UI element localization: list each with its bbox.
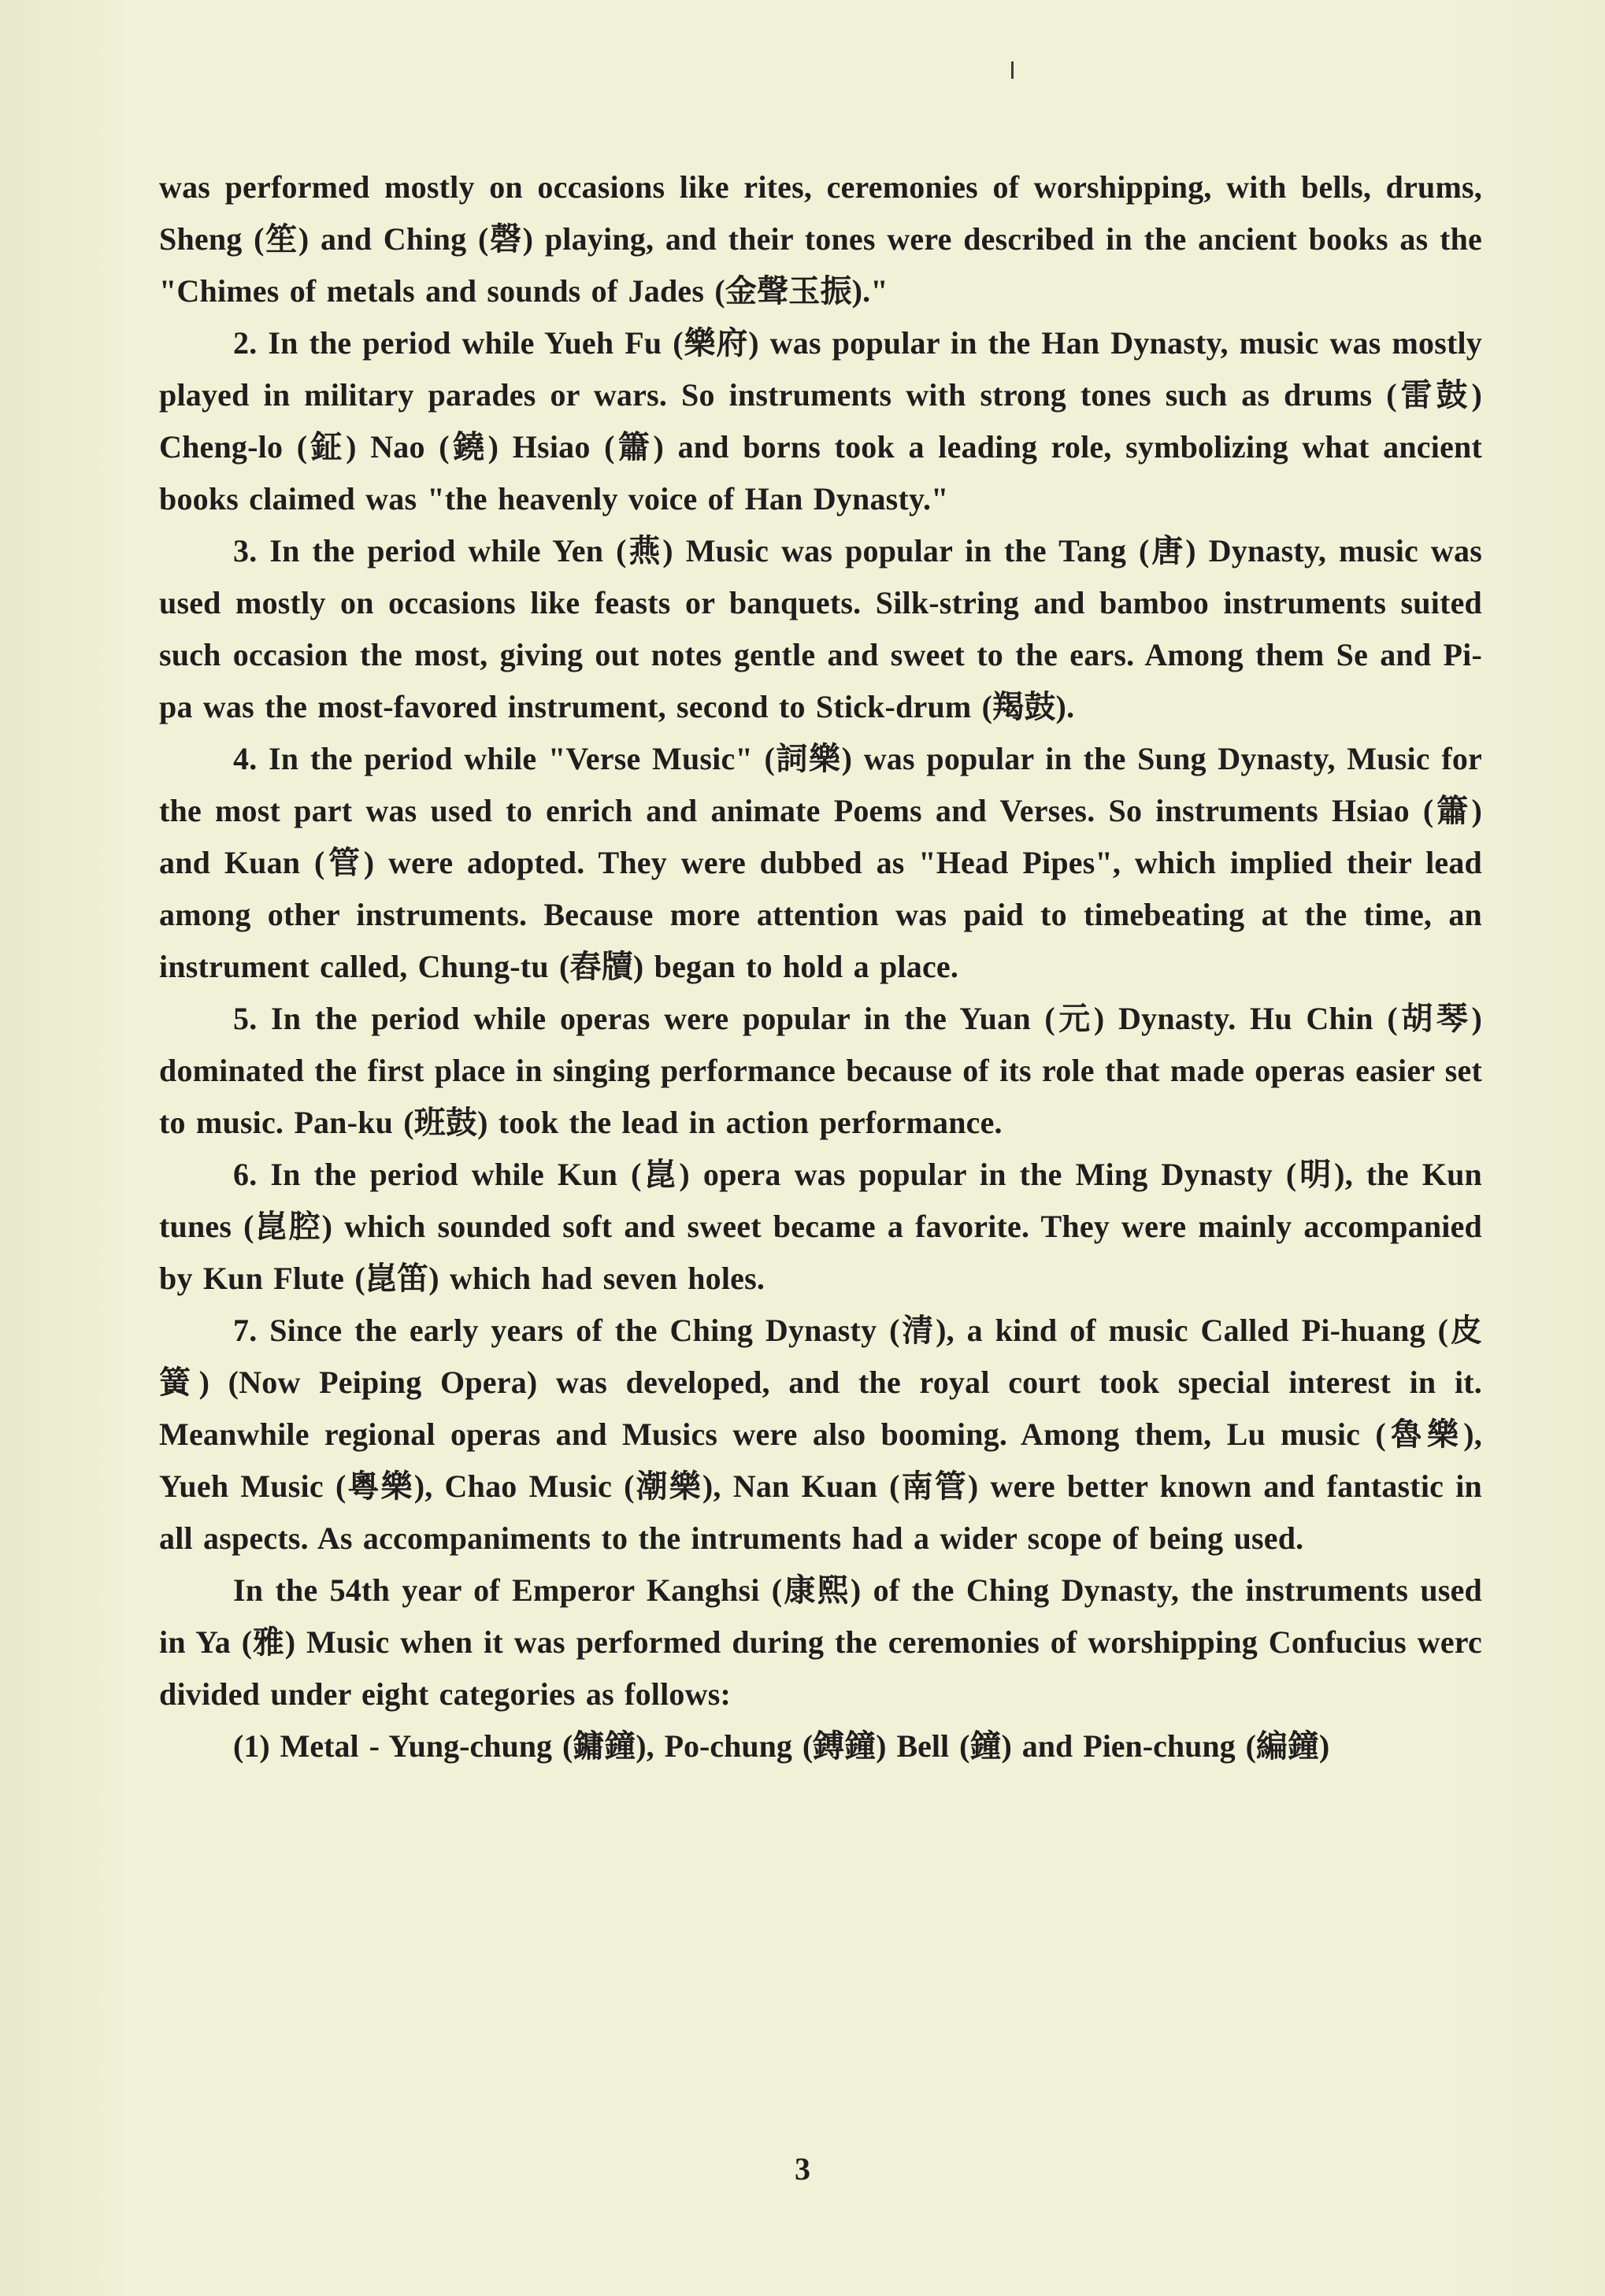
scan-mark <box>1011 61 1014 79</box>
paragraph-continuation: was performed mostly on occasions like rites, ceremonies of worshipping, with bells, drums, Sheng (笙) and Ching (磬) playing, and their tones were described in the ancient books as the "Chimes of metals and sounds of Jades (金聲玉振)." <box>159 169 1482 309</box>
paragraph-han-dynasty: 2. In the period while Yueh Fu (樂府) was popular in the Han Dynasty, music was mostly played in military parades or wars. So instruments with strong tones such as drums (雷鼓) Cheng-lo (鉦) Nao (鐃) Hsiao (簫) and borns took a leading role, symbolizing what ancient books claimed was "the heavenly voice of Han Dynasty." <box>159 325 1482 517</box>
body-text <box>159 161 1482 1772</box>
paragraph-ming-dynasty: 6. In the period while Kun (崑) opera was popular in the Ming Dynasty (明), the Kun tunes (崑腔) which sounded soft and sweet became a favorite. They were mainly accompanied by Kun Flute (崑笛) which had seven holes. <box>159 1157 1482 1296</box>
paragraph-yuan-dynasty: 5. In the period while operas were popular in the Yuan (元) Dynasty. Hu Chin (胡琴) dominated the first place in singing performance because of its role that made operas easier set to music. Pan-ku (班鼓) took the lead in action performance. <box>159 1001 1482 1140</box>
list-item-metal: (1) Metal - Yung-chung (鏞鐘), Po-chung (鎛鐘) Bell (鐘) and Pien-chung (編鐘) <box>233 1728 1330 1764</box>
page-number: 3 <box>795 2151 810 2187</box>
paragraph-sung-dynasty: 4. In the period while "Verse Music" (詞樂) was popular in the Sung Dynasty, Music for the most part was used to enrich and animate Poems and Verses. So instruments Hsiao (簫) and Kuan (管) were adopted. They were dubbed as "Head Pipes", which implied their lead among other instruments. Because more attention was paid to timebeating at the time, an instrument called, Chung-tu (舂牘) began to hold a place. <box>159 741 1482 984</box>
paragraph-ching-dynasty: 7. Since the early years of the Ching Dynasty (清), a kind of music Called Pi-huang (皮簧) (Now Peiping Opera) was developed, and the royal court took special interest in it. Meanwhile regional operas and Musics were also booming. Among them, Lu music (魯樂), Yueh Music (粵樂), Chao Music (潮樂), Nan Kuan (南管) were better known and fantastic in all aspects. As accompaniments to the intruments had a wider scope of being used. <box>159 1313 1482 1556</box>
paragraph-tang-dynasty: 3. In the period while Yen (燕) Music was popular in the Tang (唐) Dynasty, music was used mostly on occasions like feasts or banquets. Silk-string and bamboo instruments suited such occasion the most, giving out notes gentle and sweet to the ears. Among them Se and Pi-pa was the most-favored instrument, second to Stick-drum (羯鼓). <box>159 533 1482 724</box>
paragraph-kanghsi: In the 54th year of Emperor Kanghsi (康熙) of the Ching Dynasty, the instruments used in Ya (雅) Music when it was performed during the ceremonies of worshipping Confucius werc divided under eight categories as follows: <box>159 1572 1482 1712</box>
